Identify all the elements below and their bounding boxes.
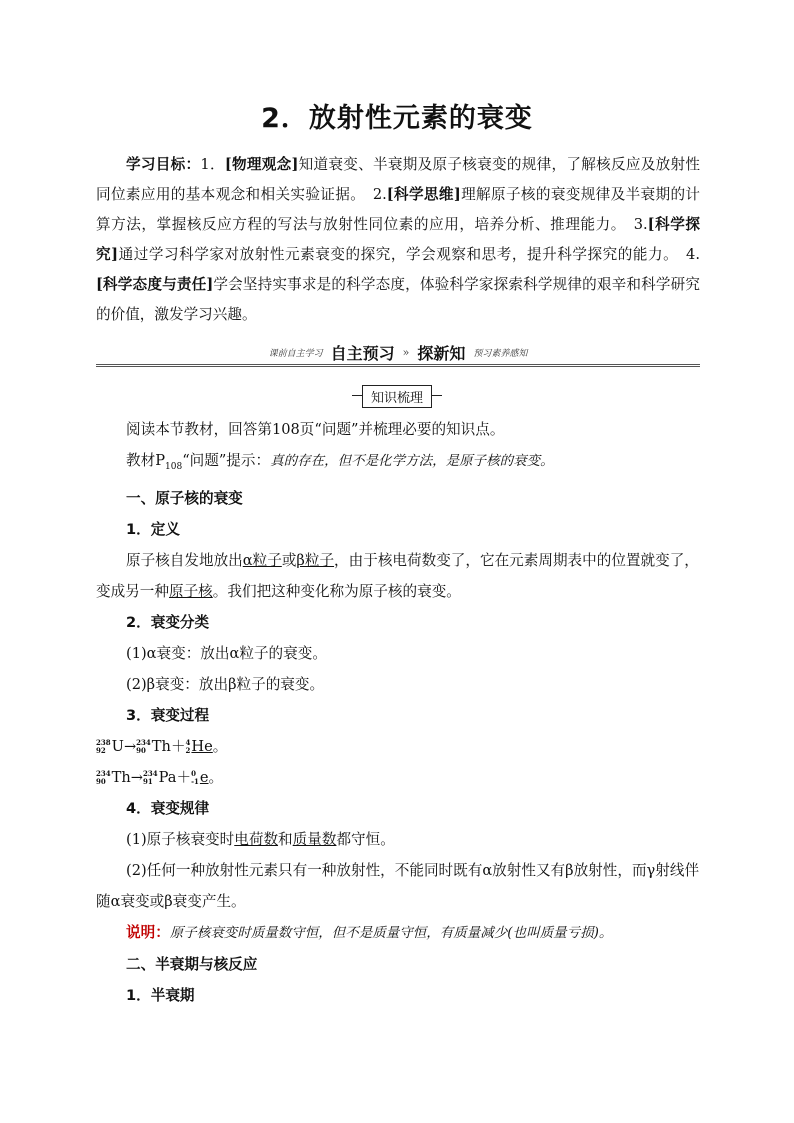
plus-sign: ＋ xyxy=(170,737,186,755)
atomic-number: -1 xyxy=(191,776,199,786)
term-alpha: α粒子 xyxy=(242,551,282,569)
element-symbol: U xyxy=(111,737,124,755)
term-nucleus: 原子核 xyxy=(168,582,213,600)
mass-number: 0 xyxy=(191,768,196,778)
learning-objectives xyxy=(96,150,700,330)
hint-text: 真的存在，但不是化学方法，是原子核的衰变。 xyxy=(270,453,554,469)
hint-page-sub: 108 xyxy=(165,461,183,472)
atomic-number: 90 xyxy=(96,776,106,786)
atomic-number: 90 xyxy=(136,745,146,755)
objective-text: 知道衰变、半衰期及原子核衰变的规律，了解核反应及放射性同位素应用的基本观念和相关实验证据。 xyxy=(96,156,700,203)
mass-number: 4 xyxy=(185,737,191,747)
label-rule-right xyxy=(432,395,442,396)
alpha-decay-equation xyxy=(96,731,700,762)
subheading-half-life: 1．半衰期 xyxy=(126,986,195,1004)
objective-tag: [物理观念] xyxy=(224,156,299,173)
nuclide-index xyxy=(191,770,199,786)
objective-text: 理解原子核的衰变规律及半衰期的计算方法，掌握核反应方程的写法与放射性同位素的应用，培养分析、推理能力。 xyxy=(96,186,700,233)
subheading-classification: 2．衰变分类 xyxy=(126,613,210,631)
reaction-arrow-icon: → xyxy=(123,737,137,755)
element-symbol: He xyxy=(191,737,213,755)
objective-number: 4. xyxy=(686,246,700,263)
plus-sign: ＋ xyxy=(176,768,192,786)
atomic-number: 2 xyxy=(185,745,191,755)
note-label: 说明： xyxy=(126,923,170,941)
hint-mid: “问题”提示： xyxy=(182,452,271,469)
text-run: 或 xyxy=(281,551,297,569)
banner-title-2: 探新知 xyxy=(417,343,466,363)
nuclide-index xyxy=(143,770,158,786)
atomic-number: 91 xyxy=(143,776,153,786)
mass-number: 234 xyxy=(143,768,158,778)
punctuation: 。 xyxy=(212,737,228,755)
objectives-label: 学习目标： xyxy=(126,156,201,173)
text-run: 原子核自发地放出 xyxy=(126,551,243,569)
mass-number: 238 xyxy=(96,737,111,747)
definition-paragraph xyxy=(96,545,700,607)
hint-paragraph xyxy=(96,445,700,483)
banner-right-caption: 预习素养感知 xyxy=(473,348,528,359)
beta-decay-item: (2)β衰变：放出β粒子的衰变。 xyxy=(126,675,325,693)
label-rule-left xyxy=(352,395,362,396)
element-symbol: Pa xyxy=(158,768,177,786)
objective-text: 学会坚持实事求是的科学态度，体验科学家探索科学规律的艰辛和科学研究的价值，激发学习兴趣。 xyxy=(96,276,701,323)
note-paragraph xyxy=(96,917,700,949)
atomic-number: 92 xyxy=(96,745,106,755)
text-run: ，由于核电荷数变了，它在元素周期表中的位置就变了，变成另一种 xyxy=(96,551,699,600)
reaction-arrow-icon: → xyxy=(130,768,143,786)
mass-number: 234 xyxy=(136,737,151,747)
term-charge-number: 电荷数 xyxy=(234,830,279,848)
element-symbol: Th xyxy=(111,768,131,786)
term-beta: β粒子 xyxy=(296,551,335,569)
note-text: 原子核衰变时质量数守恒，但不是质量守恒，有质量减少(也叫质量亏损)。 xyxy=(169,924,613,941)
banner-title-1: 自主预习 xyxy=(330,343,395,363)
section-heading-half-life: 二、半衰期与核反应 xyxy=(126,955,258,973)
nuclide-index xyxy=(96,739,111,755)
intro-paragraph: 阅读本节教材，回答第108页“问题”并梳理必要的知识点。 xyxy=(126,421,505,438)
element-symbol: Th xyxy=(151,737,171,755)
knowledge-label xyxy=(0,385,794,408)
main-content xyxy=(96,414,700,1011)
objective-text: 通过学习科学家对放射性元素衰变的探究，学会观察和思考，提升科学探究的能力。 xyxy=(118,246,687,263)
objective-tag: [科学思维] xyxy=(386,186,461,203)
text-run: 和 xyxy=(278,830,293,848)
nuclide-index xyxy=(136,739,151,755)
nuclide-index xyxy=(96,770,111,786)
objective-number: 3. xyxy=(633,216,648,233)
term-mass-number: 质量数 xyxy=(292,830,337,848)
hint-prefix: 教材P xyxy=(126,452,166,469)
subheading-definition: 1．定义 xyxy=(126,520,180,538)
text-run: 都守恒。 xyxy=(336,830,395,848)
objective-tag: [科学态度与责任] xyxy=(96,276,214,293)
page-title: 2．放射性元素的衰变 xyxy=(261,103,533,134)
objective-number: 1． xyxy=(200,156,225,173)
mass-number: 234 xyxy=(96,768,111,778)
punctuation: 。 xyxy=(208,768,224,786)
subheading-laws: 4．衰变规律 xyxy=(126,799,210,817)
section-banner xyxy=(96,340,700,367)
banner-left-caption: 课前自主学习 xyxy=(268,348,323,359)
banner-arrow-icon: » xyxy=(402,345,410,359)
objective-number: 2. xyxy=(372,186,387,203)
text-run: 。我们把这种变化称为原子核的衰变。 xyxy=(212,582,461,600)
section-heading-decay: 一、原子核的衰变 xyxy=(126,489,243,507)
objective-tag: [科学探究] xyxy=(96,216,700,263)
element-symbol: e xyxy=(199,768,209,786)
nuclide-index xyxy=(186,739,191,755)
law-2: (2)任何一种放射性元素只有一种放射性，不能同时既有α放射性又有β放射性，而γ射线伴随α衰变或β衰变产生。 xyxy=(96,861,700,910)
knowledge-label-text: 知识梳理 xyxy=(362,385,432,408)
text-run: (1)原子核衰变时 xyxy=(126,830,235,848)
subheading-process: 3．衰变过程 xyxy=(126,706,210,724)
law-1 xyxy=(96,824,700,855)
alpha-decay-item: (1)α衰变：放出α粒子的衰变。 xyxy=(126,644,327,662)
beta-decay-equation xyxy=(96,762,700,793)
